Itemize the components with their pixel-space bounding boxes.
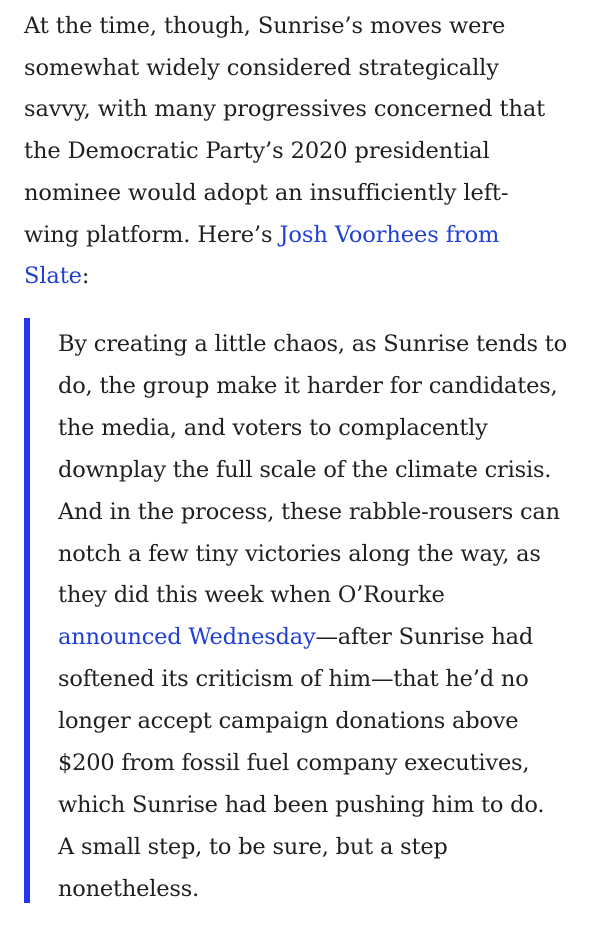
slate-link[interactable]: Slate [24, 263, 82, 290]
quote-line: notch a few tiny victories along the way, as [58, 540, 541, 567]
quote-line: A small step, to be sure, but a step [58, 833, 448, 860]
quote-text: —after Sunrise had [315, 624, 534, 651]
paragraph-line: somewhat widely considered strategically [24, 54, 499, 81]
quote-line: And in the process, these rabble-rousers can [58, 498, 560, 525]
quote-line: nonetheless. [58, 875, 200, 902]
quote-line: $200 from fossil fuel company executives, [58, 750, 530, 777]
paragraph-line [24, 256, 584, 298]
quote-line: downplay the full scale of the climate crisis. [58, 456, 552, 483]
paragraph-line [24, 215, 584, 257]
quote-line: which Sunrise had been pushing him to do. [58, 791, 545, 818]
article-body [24, 0, 584, 298]
quote-line [58, 617, 567, 659]
paragraph-line: the Democratic Party’s 2020 presidential [24, 138, 490, 165]
quote-line: longer accept campaign donations above [58, 708, 519, 735]
blockquote-text [58, 324, 567, 911]
intro-paragraph [24, 0, 584, 298]
paragraph-line: At the time, though, Sunrise’s moves were [24, 13, 506, 39]
paragraph-line: nominee would adopt an insufficiently left- [24, 179, 509, 206]
announced-wednesday-link[interactable]: announced Wednesday [58, 624, 316, 651]
paragraph-line: savvy, with many progressives concerned that [24, 96, 546, 123]
quote-line: the media, and voters to complacently [58, 414, 488, 441]
paragraph-text: : [81, 263, 90, 290]
paragraph-text: wing platform. Here’s [24, 221, 280, 248]
josh-voorhees-link[interactable]: Josh Voorhees from [279, 221, 500, 248]
blockquote [24, 318, 584, 903]
blockquote-bar [24, 318, 30, 903]
quote-line: By creating a little chaos, as Sunrise tends to [58, 331, 567, 357]
quote-line: they did this week when O’Rourke [58, 582, 445, 609]
quote-line: do, the group make it harder for candidates, [58, 372, 558, 399]
quote-line: softened its criticism of him—that he’d no [58, 666, 529, 693]
